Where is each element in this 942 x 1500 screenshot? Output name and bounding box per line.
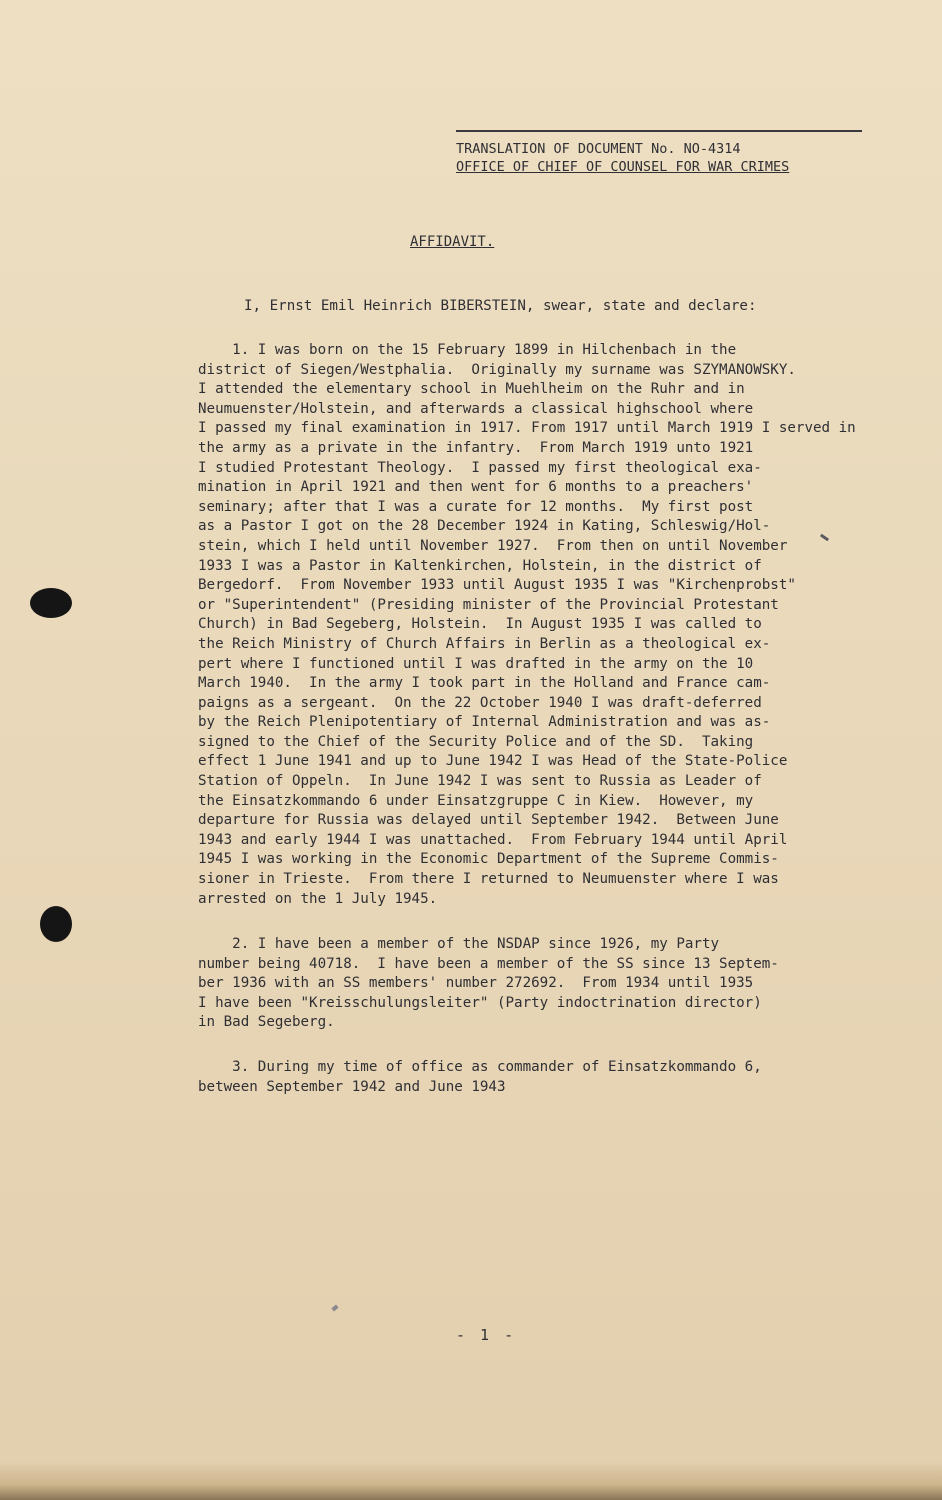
- paragraph-1: 1. I was born on the 15 February 1899 in Hilchenbach in the district of Siegen/Westphalia. Originally my surname was SZYMANOWSKY. I attended the elementary school in Muehlheim on the Ruhr and in Neumuenster/Holstein, and afterwards a classical highschool where I passed my final examination in 1917. From 1917 until March 1919 I served in the army as a private in the infantry. From March 1919 unto 1921 I studied Protestant Theology. I passed my first theological exa- mination in April 1921 and then went for 6 months to a preachers' seminary; after that I was a curate for 12 months. My first post as a Pastor I got on the 28 December 1924 in Kating, Schleswig/Hol- stein, which I held until November 1927. From then on until November 1933 I was a Pastor in Kaltenkirchen, Holstein, in the district of Bergedorf. From November 1933 until August 1935 I was "Kirchenprobst" or "Superintendent" (Presiding minister of the Provincial Protestant Church) in Bad Segeberg, Holstein. In August 1935 I was called to the Reich Ministry of Church Affairs in Berlin as a theological ex- pert where I functioned until I was drafted in the army on the 10 March 1940. In the army I took part in the Holland and France cam- paigns as a sergeant. On the 22 October 1940 I was draft-deferred by the Reich Plenipotentiary of Internal Administration and was as- signed to the Chief of the Security Police and of the SD. Taking effect 1 June 1941 and up to June 1942 I was Head of the State-Police Station of Oppeln. In June 1942 I was sent to Russia as Leader of the Einsatzkommando 6 under Einsatzgruppe C in Kiew. However, my departure for Russia was delayed until September 1942. Between June 1943 and early 1944 I was unattached. From February 1944 until April 1945 I was working in the Economic Department of the Supreme Commis- sioner in Trieste. From there I returned to Neumuenster where I was arrested on the 1 July 1945.: [198, 342, 856, 907]
- document-header: [456, 130, 862, 176]
- page-number: - 1 -: [456, 1326, 517, 1344]
- translation-line: TRANSLATION OF DOCUMENT No. NO-4314: [456, 141, 741, 157]
- paper-bottom-edge: [0, 1462, 942, 1500]
- paragraph-2: 2. I have been a member of the NSDAP since 1926, my Party number being 40718. I have been a member of the SS since 13 Septem- ber 1936 with an SS members' number 272692. From 1934 until 1935 I have been "Kreisschulungsleiter" (Party indoctrination director) in Bad Segeberg.: [198, 936, 779, 1031]
- paragraph-3: 3. During my time of office as commander of Einsatzkommando 6, between September 1942 and June 1943: [198, 1059, 762, 1095]
- intro-statement: I, Ernst Emil Heinrich BIBERSTEIN, swear, state and declare:: [244, 298, 757, 314]
- punch-hole-bottom: [40, 906, 72, 942]
- office-line: OFFICE OF CHIEF OF COUNSEL FOR WAR CRIMES: [456, 159, 790, 175]
- document-title: AFFIDAVIT.: [410, 234, 495, 250]
- punch-hole-top: [30, 588, 72, 618]
